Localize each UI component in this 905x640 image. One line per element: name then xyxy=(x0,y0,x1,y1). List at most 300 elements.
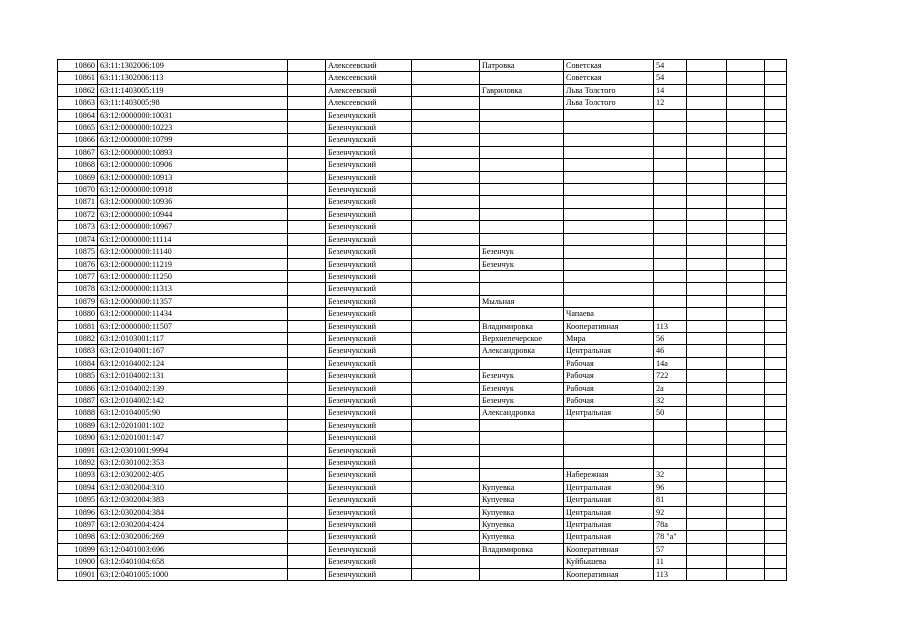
extra-col-3-cell xyxy=(765,345,787,357)
cadastral-number-cell: 63:12:0000000:11313 xyxy=(98,283,288,295)
table-row xyxy=(58,345,787,357)
row-number-cell: 10870 xyxy=(58,184,98,196)
district-cell: Безенчукский xyxy=(326,270,412,282)
extra-col-2-cell xyxy=(727,394,765,406)
blank-col-cell xyxy=(288,72,326,84)
district-cell: Безенчукский xyxy=(326,345,412,357)
blank-col-2-cell xyxy=(412,60,480,72)
table-row xyxy=(58,481,787,493)
table-row xyxy=(58,494,787,506)
extra-col-3-cell xyxy=(765,221,787,233)
street-cell: Рабочая xyxy=(564,357,654,369)
blank-col-cell xyxy=(288,221,326,233)
cadastral-number-cell: 63:12:0000000:10906 xyxy=(98,159,288,171)
blank-col-cell xyxy=(288,556,326,568)
extra-col-1-cell xyxy=(687,159,727,171)
district-cell: Алексеевский xyxy=(326,60,412,72)
blank-col-cell xyxy=(288,97,326,109)
settlement-cell: Александровка xyxy=(480,345,564,357)
extra-col-3-cell xyxy=(765,568,787,580)
blank-col-cell xyxy=(288,109,326,121)
extra-col-1-cell xyxy=(687,283,727,295)
blank-col-2-cell xyxy=(412,221,480,233)
row-number-cell: 10899 xyxy=(58,543,98,555)
blank-col-2-cell xyxy=(412,457,480,469)
extra-col-3-cell xyxy=(765,60,787,72)
row-number-cell: 10887 xyxy=(58,394,98,406)
house-number-cell: 113 xyxy=(654,320,687,332)
district-cell: Безенчукский xyxy=(326,457,412,469)
extra-col-2-cell xyxy=(727,283,765,295)
extra-col-1-cell xyxy=(687,208,727,220)
house-number-cell xyxy=(654,171,687,183)
district-cell: Безенчукский xyxy=(326,109,412,121)
settlement-cell xyxy=(480,283,564,295)
settlement-cell: Безенчук xyxy=(480,382,564,394)
house-number-cell: 14 xyxy=(654,84,687,96)
cadastral-number-cell: 63:11:1403005:98 xyxy=(98,97,288,109)
extra-col-2-cell xyxy=(727,568,765,580)
cadastral-number-cell: 63:12:0000000:10223 xyxy=(98,122,288,134)
district-cell: Безенчукский xyxy=(326,444,412,456)
extra-col-3-cell xyxy=(765,97,787,109)
table-row xyxy=(58,506,787,518)
house-number-cell: 2а xyxy=(654,382,687,394)
blank-col-cell xyxy=(288,568,326,580)
table-row xyxy=(58,543,787,555)
house-number-cell: 92 xyxy=(654,506,687,518)
blank-col-2-cell xyxy=(412,345,480,357)
extra-col-1-cell xyxy=(687,556,727,568)
row-number-cell: 10895 xyxy=(58,494,98,506)
street-cell: Рабочая xyxy=(564,394,654,406)
blank-col-cell xyxy=(288,332,326,344)
extra-col-1-cell xyxy=(687,60,727,72)
table-row xyxy=(58,84,787,96)
extra-col-1-cell xyxy=(687,246,727,258)
district-cell: Безенчукский xyxy=(326,122,412,134)
blank-col-2-cell xyxy=(412,270,480,282)
blank-col-cell xyxy=(288,233,326,245)
row-number-cell: 10871 xyxy=(58,196,98,208)
extra-col-3-cell xyxy=(765,308,787,320)
blank-col-cell xyxy=(288,159,326,171)
street-cell xyxy=(564,258,654,270)
house-number-cell xyxy=(654,258,687,270)
settlement-cell xyxy=(480,419,564,431)
settlement-cell: Безенчук xyxy=(480,246,564,258)
cadastral-number-cell: 63:12:0000000:11114 xyxy=(98,233,288,245)
extra-col-1-cell xyxy=(687,221,727,233)
blank-col-2-cell xyxy=(412,370,480,382)
settlement-cell xyxy=(480,444,564,456)
cadastral-number-cell: 63:12:0000000:11507 xyxy=(98,320,288,332)
street-cell xyxy=(564,295,654,307)
extra-col-1-cell xyxy=(687,394,727,406)
blank-col-2-cell xyxy=(412,494,480,506)
settlement-cell: Купуевка xyxy=(480,494,564,506)
settlement-cell xyxy=(480,146,564,158)
street-cell: Центральная xyxy=(564,519,654,531)
cadastral-number-cell: 63:12:0302004:310 xyxy=(98,481,288,493)
row-number-cell: 10869 xyxy=(58,171,98,183)
settlement-cell xyxy=(480,221,564,233)
table-row xyxy=(58,457,787,469)
extra-col-1-cell xyxy=(687,84,727,96)
table-row xyxy=(58,382,787,394)
district-cell: Безенчукский xyxy=(326,184,412,196)
blank-col-2-cell xyxy=(412,308,480,320)
table-row xyxy=(58,246,787,258)
cadastral-number-cell: 63:12:0201001:147 xyxy=(98,432,288,444)
extra-col-3-cell xyxy=(765,208,787,220)
street-cell: Кооперативная xyxy=(564,568,654,580)
table-row xyxy=(58,419,787,431)
cadastral-number-cell: 63:12:0000000:10918 xyxy=(98,184,288,196)
table-row xyxy=(58,295,787,307)
extra-col-2-cell xyxy=(727,295,765,307)
house-number-cell: 32 xyxy=(654,469,687,481)
cadastral-number-cell: 63:12:0104001:167 xyxy=(98,345,288,357)
table-row xyxy=(58,60,787,72)
cadastral-number-cell: 63:12:0302004:383 xyxy=(98,494,288,506)
blank-col-cell xyxy=(288,320,326,332)
extra-col-1-cell xyxy=(687,122,727,134)
street-cell: Кооперативная xyxy=(564,320,654,332)
extra-col-1-cell xyxy=(687,270,727,282)
blank-col-cell xyxy=(288,84,326,96)
extra-col-3-cell xyxy=(765,159,787,171)
row-number-cell: 10898 xyxy=(58,531,98,543)
settlement-cell xyxy=(480,556,564,568)
house-number-cell: 46 xyxy=(654,345,687,357)
extra-col-3-cell xyxy=(765,419,787,431)
blank-col-cell xyxy=(288,519,326,531)
cadastral-number-cell: 63:12:0302004:424 xyxy=(98,519,288,531)
blank-col-2-cell xyxy=(412,519,480,531)
district-cell: Безенчукский xyxy=(326,196,412,208)
table-row xyxy=(58,320,787,332)
street-cell xyxy=(564,109,654,121)
district-cell: Безенчукский xyxy=(326,233,412,245)
district-cell: Безенчукский xyxy=(326,320,412,332)
district-cell: Безенчукский xyxy=(326,543,412,555)
blank-col-cell xyxy=(288,134,326,146)
extra-col-1-cell xyxy=(687,568,727,580)
blank-col-cell xyxy=(288,370,326,382)
district-cell: Безенчукский xyxy=(326,308,412,320)
row-number-cell: 10886 xyxy=(58,382,98,394)
cadastral-number-cell: 63:12:0104002:142 xyxy=(98,394,288,406)
district-cell: Безенчукский xyxy=(326,295,412,307)
settlement-cell xyxy=(480,196,564,208)
settlement-cell xyxy=(480,457,564,469)
extra-col-2-cell xyxy=(727,382,765,394)
table-row xyxy=(58,357,787,369)
extra-col-2-cell xyxy=(727,556,765,568)
blank-col-2-cell xyxy=(412,72,480,84)
blank-col-cell xyxy=(288,469,326,481)
extra-col-3-cell xyxy=(765,382,787,394)
district-cell: Безенчукский xyxy=(326,283,412,295)
street-cell xyxy=(564,134,654,146)
street-cell xyxy=(564,196,654,208)
street-cell: Советская xyxy=(564,60,654,72)
extra-col-2-cell xyxy=(727,357,765,369)
blank-col-2-cell xyxy=(412,208,480,220)
table-row xyxy=(58,283,787,295)
house-number-cell xyxy=(654,159,687,171)
settlement-cell xyxy=(480,469,564,481)
street-cell: Чапаева xyxy=(564,308,654,320)
extra-col-1-cell xyxy=(687,531,727,543)
settlement-cell xyxy=(480,122,564,134)
district-cell: Безенчукский xyxy=(326,246,412,258)
house-number-cell: 56 xyxy=(654,332,687,344)
settlement-cell xyxy=(480,270,564,282)
district-cell: Безенчукский xyxy=(326,370,412,382)
blank-col-2-cell xyxy=(412,134,480,146)
row-number-cell: 10885 xyxy=(58,370,98,382)
cadastral-number-cell: 63:12:0000000:10031 xyxy=(98,109,288,121)
house-number-cell xyxy=(654,457,687,469)
extra-col-2-cell xyxy=(727,246,765,258)
extra-col-3-cell xyxy=(765,122,787,134)
extra-col-1-cell xyxy=(687,134,727,146)
settlement-cell xyxy=(480,134,564,146)
row-number-cell: 10878 xyxy=(58,283,98,295)
table-row xyxy=(58,568,787,580)
table-row xyxy=(58,531,787,543)
extra-col-3-cell xyxy=(765,370,787,382)
extra-col-2-cell xyxy=(727,196,765,208)
district-cell: Безенчукский xyxy=(326,258,412,270)
extra-col-1-cell xyxy=(687,432,727,444)
extra-col-1-cell xyxy=(687,494,727,506)
extra-col-1-cell xyxy=(687,370,727,382)
cadastral-number-cell: 63:12:0000000:10913 xyxy=(98,171,288,183)
table-row xyxy=(58,196,787,208)
district-cell: Безенчукский xyxy=(326,146,412,158)
extra-col-2-cell xyxy=(727,97,765,109)
house-number-cell xyxy=(654,308,687,320)
settlement-cell: Купуевка xyxy=(480,481,564,493)
extra-col-3-cell xyxy=(765,432,787,444)
row-number-cell: 10875 xyxy=(58,246,98,258)
street-cell xyxy=(564,283,654,295)
district-cell: Алексеевский xyxy=(326,84,412,96)
table-row xyxy=(58,146,787,158)
extra-col-1-cell xyxy=(687,97,727,109)
settlement-cell xyxy=(480,308,564,320)
blank-col-2-cell xyxy=(412,357,480,369)
settlement-cell: Купуевка xyxy=(480,519,564,531)
extra-col-1-cell xyxy=(687,72,727,84)
blank-col-2-cell xyxy=(412,295,480,307)
blank-col-2-cell xyxy=(412,419,480,431)
extra-col-2-cell xyxy=(727,320,765,332)
house-number-cell xyxy=(654,295,687,307)
extra-col-3-cell xyxy=(765,394,787,406)
house-number-cell: 722 xyxy=(654,370,687,382)
extra-col-2-cell xyxy=(727,432,765,444)
blank-col-2-cell xyxy=(412,146,480,158)
table-row xyxy=(58,308,787,320)
extra-col-1-cell xyxy=(687,171,727,183)
row-number-cell: 10890 xyxy=(58,432,98,444)
blank-col-cell xyxy=(288,146,326,158)
extra-col-2-cell xyxy=(727,60,765,72)
blank-col-cell xyxy=(288,531,326,543)
extra-col-3-cell xyxy=(765,556,787,568)
extra-col-3-cell xyxy=(765,246,787,258)
street-cell: Советская xyxy=(564,72,654,84)
blank-col-cell xyxy=(288,419,326,431)
street-cell: Набережная xyxy=(564,469,654,481)
street-cell xyxy=(564,184,654,196)
house-number-cell: 11 xyxy=(654,556,687,568)
extra-col-2-cell xyxy=(727,270,765,282)
blank-col-cell xyxy=(288,295,326,307)
house-number-cell: 50 xyxy=(654,407,687,419)
table-row xyxy=(58,122,787,134)
cadastral-number-cell: 63:12:0302006:269 xyxy=(98,531,288,543)
extra-col-2-cell xyxy=(727,345,765,357)
settlement-cell xyxy=(480,171,564,183)
table-row xyxy=(58,233,787,245)
extra-col-3-cell xyxy=(765,146,787,158)
extra-col-2-cell xyxy=(727,208,765,220)
house-number-cell xyxy=(654,196,687,208)
row-number-cell: 10894 xyxy=(58,481,98,493)
row-number-cell: 10884 xyxy=(58,357,98,369)
street-cell: Мира xyxy=(564,332,654,344)
blank-col-2-cell xyxy=(412,258,480,270)
cadastral-number-cell: 63:12:0000000:11357 xyxy=(98,295,288,307)
house-number-cell xyxy=(654,432,687,444)
settlement-cell xyxy=(480,109,564,121)
blank-col-2-cell xyxy=(412,432,480,444)
street-cell: Рабочая xyxy=(564,370,654,382)
house-number-cell xyxy=(654,233,687,245)
cadastral-number-cell: 63:12:0000000:10944 xyxy=(98,208,288,220)
blank-col-2-cell xyxy=(412,444,480,456)
district-cell: Безенчукский xyxy=(326,134,412,146)
settlement-cell: Безенчук xyxy=(480,370,564,382)
street-cell: Куйбышева xyxy=(564,556,654,568)
row-number-cell: 10901 xyxy=(58,568,98,580)
district-cell: Безенчукский xyxy=(326,332,412,344)
row-number-cell: 10879 xyxy=(58,295,98,307)
extra-col-1-cell xyxy=(687,407,727,419)
cadastral-number-cell: 63:12:0000000:11219 xyxy=(98,258,288,270)
registry-table xyxy=(57,59,787,581)
table-row xyxy=(58,184,787,196)
extra-col-1-cell xyxy=(687,457,727,469)
settlement-cell xyxy=(480,208,564,220)
blank-col-cell xyxy=(288,494,326,506)
extra-col-1-cell xyxy=(687,295,727,307)
extra-col-1-cell xyxy=(687,481,727,493)
row-number-cell: 10863 xyxy=(58,97,98,109)
house-number-cell: 78 "а" xyxy=(654,531,687,543)
extra-col-1-cell xyxy=(687,382,727,394)
registry-table-body xyxy=(58,60,787,581)
blank-col-2-cell xyxy=(412,407,480,419)
extra-col-3-cell xyxy=(765,196,787,208)
blank-col-cell xyxy=(288,444,326,456)
extra-col-3-cell xyxy=(765,444,787,456)
extra-col-3-cell xyxy=(765,84,787,96)
street-cell: Центральная xyxy=(564,494,654,506)
blank-col-cell xyxy=(288,60,326,72)
settlement-cell: Верхнепечерское xyxy=(480,332,564,344)
house-number-cell: 54 xyxy=(654,60,687,72)
blank-col-cell xyxy=(288,208,326,220)
cadastral-number-cell: 63:12:0000000:11434 xyxy=(98,308,288,320)
blank-col-2-cell xyxy=(412,233,480,245)
street-cell xyxy=(564,146,654,158)
house-number-cell xyxy=(654,270,687,282)
district-cell: Безенчукский xyxy=(326,494,412,506)
cadastral-number-cell: 63:12:0000000:11140 xyxy=(98,246,288,258)
cadastral-number-cell: 63:12:0401005:1000 xyxy=(98,568,288,580)
house-number-cell xyxy=(654,283,687,295)
extra-col-2-cell xyxy=(727,332,765,344)
extra-col-2-cell xyxy=(727,506,765,518)
table-row xyxy=(58,109,787,121)
settlement-cell: Безенчук xyxy=(480,394,564,406)
house-number-cell: 54 xyxy=(654,72,687,84)
district-cell: Безенчукский xyxy=(326,407,412,419)
extra-col-1-cell xyxy=(687,357,727,369)
district-cell: Безенчукский xyxy=(326,531,412,543)
extra-col-1-cell xyxy=(687,506,727,518)
settlement-cell: Гавриловка xyxy=(480,84,564,96)
extra-col-2-cell xyxy=(727,159,765,171)
street-cell: Центральная xyxy=(564,481,654,493)
extra-col-1-cell xyxy=(687,469,727,481)
cadastral-number-cell: 63:12:0000000:11250 xyxy=(98,270,288,282)
extra-col-2-cell xyxy=(727,519,765,531)
extra-col-2-cell xyxy=(727,457,765,469)
table-row xyxy=(58,134,787,146)
extra-col-3-cell xyxy=(765,109,787,121)
row-number-cell: 10874 xyxy=(58,233,98,245)
blank-col-2-cell xyxy=(412,469,480,481)
street-cell: Центральная xyxy=(564,345,654,357)
row-number-cell: 10892 xyxy=(58,457,98,469)
extra-col-2-cell xyxy=(727,494,765,506)
extra-col-3-cell xyxy=(765,320,787,332)
blank-col-2-cell xyxy=(412,109,480,121)
extra-col-2-cell xyxy=(727,109,765,121)
extra-col-3-cell xyxy=(765,519,787,531)
cadastral-number-cell: 63:12:0201001:102 xyxy=(98,419,288,431)
row-number-cell: 10880 xyxy=(58,308,98,320)
registry-sheet xyxy=(57,59,787,581)
blank-col-cell xyxy=(288,506,326,518)
table-row xyxy=(58,72,787,84)
cadastral-number-cell: 63:12:0104002:124 xyxy=(98,357,288,369)
cadastral-number-cell: 63:12:0302002:405 xyxy=(98,469,288,481)
blank-col-2-cell xyxy=(412,394,480,406)
extra-col-3-cell xyxy=(765,543,787,555)
district-cell: Безенчукский xyxy=(326,506,412,518)
settlement-cell xyxy=(480,97,564,109)
blank-col-2-cell xyxy=(412,97,480,109)
settlement-cell: Патровка xyxy=(480,60,564,72)
